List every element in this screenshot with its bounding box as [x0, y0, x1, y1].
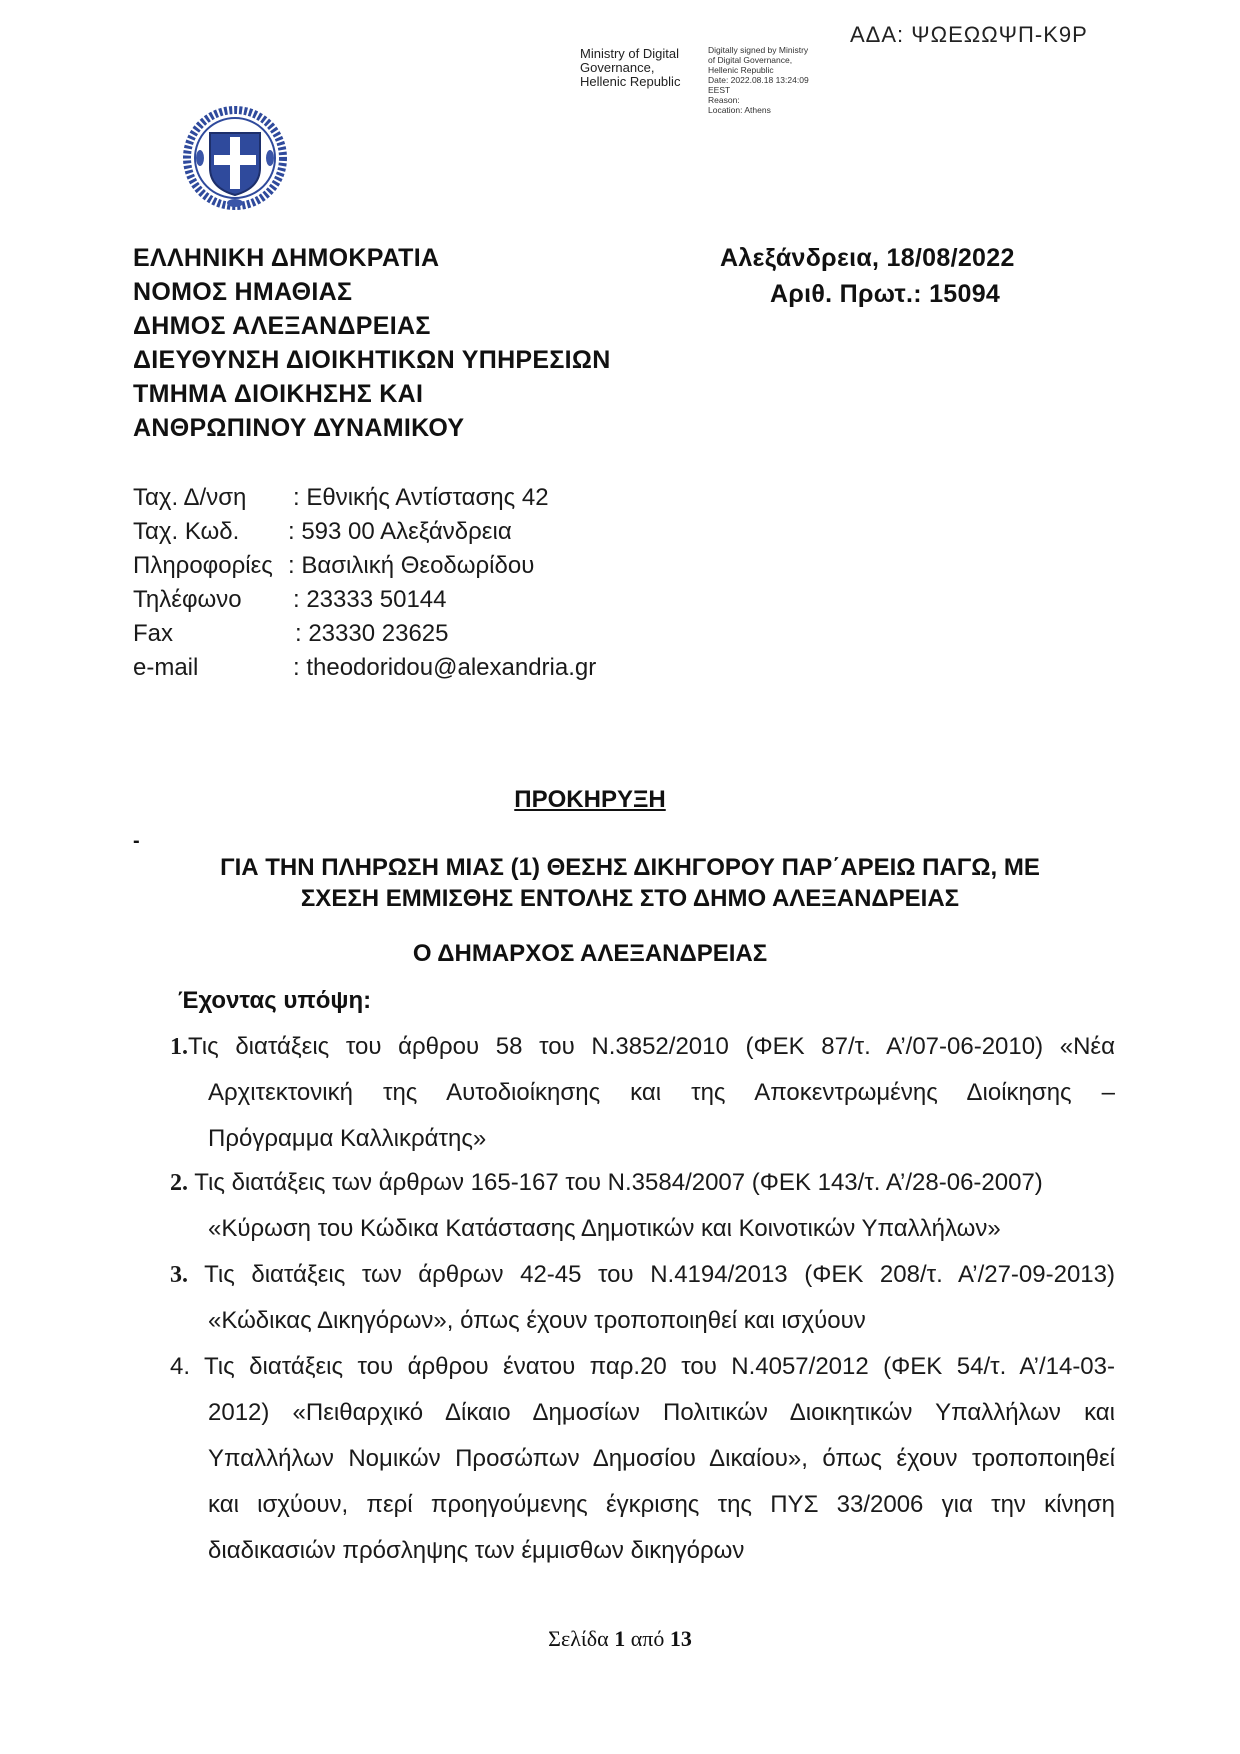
- item-number: 3.: [170, 1262, 188, 1288]
- proclamation-title-text: ΠΡΟΚΗΡΥΞΗ: [514, 786, 666, 813]
- signature-detail-line: Location: Athens: [708, 105, 771, 115]
- item-line: Αρχιτεκτονική της Αυτοδιοίκησης και της Αποκεντρωμένης Διοίκησης –: [208, 1079, 1115, 1106]
- list-item: [170, 1024, 1115, 1162]
- contact-label: Ταχ. Δ/νση: [133, 484, 247, 511]
- item-line: Τις διατάξεις του άρθρου ένατου παρ.20 του Ν.4057/2012 (ΦΕΚ 54/τ. Α’/14-03-: [204, 1353, 1115, 1380]
- item-line: «Κώδικας Δικηγόρων», όπως έχουν τροποποιηθεί και ισχύουν: [208, 1307, 866, 1334]
- signature-detail-line: Date: 2022.08.18 13:24:09: [708, 75, 809, 85]
- signature-detail-line: Digitally signed by Ministry: [708, 45, 809, 55]
- footer-page-number: 1: [614, 1626, 626, 1651]
- signature-signer-line: Governance,: [580, 60, 655, 75]
- header-line-republic: ΕΛΛΗΝΙΚΗ ΔΗΜΟΚΡΑΤΙΑ: [133, 244, 440, 272]
- contact-label: Ταχ. Κωδ.: [133, 518, 240, 545]
- item-line: Τις διατάξεις του άρθρου 58 του Ν.3852/2010 (ΦΕΚ 87/τ. Α’/07-06-2010) «Νέα: [188, 1033, 1115, 1060]
- header-line-prefecture: ΝΟΜΟΣ ΗΜΑΘΙΑΣ: [133, 278, 353, 306]
- header-line-department: ΤΜΗΜΑ ΔΙΟΙΚΗΣΗΣ ΚΑΙ: [133, 380, 424, 408]
- item-line: «Κύρωση του Κώδικα Κατάστασης Δημοτικών και Κοινοτικών Υπαλλήλων»: [208, 1215, 1001, 1242]
- ada-code: ΑΔΑ: ΨΩΕΩΩΨΠ-Κ9Ρ: [850, 22, 1088, 47]
- footer-prefix: Σελίδα: [548, 1626, 615, 1651]
- item-line: Υπαλλήλων Νομικών Προσώπων Δημοσίου Δικαίου», όπως έχουν τροποποιηθεί: [208, 1445, 1115, 1472]
- footer-middle: από: [625, 1626, 670, 1651]
- item-line: Τις διατάξεις των άρθρων 165-167 του Ν.3584/2007 (ΦΕΚ 143/τ. Α’/28-06-2007): [194, 1169, 1043, 1196]
- subtitle-line: ΣΧΕΣΗ ΕΜΜΙΣΘΗΣ ΕΝΤΟΛΗΣ ΣΤΟ ΔΗΜΟ ΑΛΕΞΑΝΔΡΕΙΑΣ: [300, 885, 960, 912]
- protocol-number: Αριθ. Πρωτ.: 15094: [770, 280, 1001, 308]
- subtitle-line: ΓΙΑ ΤΗΝ ΠΛΗΡΩΣΗ ΜΙΑΣ (1) ΘΕΣΗΣ ΔΙΚΗΓΟΡΟΥ ΠΑΡ΄ΑΡΕΙΩ ΠΑΓΩ, ΜΕ: [220, 854, 1040, 881]
- item-line: Πρόγραμμα Καλλικράτης»: [208, 1125, 487, 1152]
- item-number: 2.: [170, 1170, 188, 1196]
- list-item: [170, 1160, 1115, 1252]
- contact-value: : 23330 23625: [295, 620, 449, 647]
- signature-signer: [580, 47, 680, 89]
- footer-total-pages: 13: [669, 1626, 692, 1651]
- item-line: Τις διατάξεις των άρθρων 42-45 του Ν.4194/2013 (ΦΕΚ 208/τ. Α’/27-09-2013): [204, 1261, 1115, 1288]
- contact-label: Πληροφορίες: [133, 552, 273, 579]
- signature-detail-line: Reason:: [708, 95, 740, 105]
- item-number: 1.: [170, 1034, 188, 1060]
- proclamation-title: [0, 786, 1180, 814]
- item-line: και ισχύουν, περί προηγούμενης έγκρισης της ΠΥΣ 33/2006 για την κίνηση: [208, 1491, 1115, 1518]
- page-footer: [0, 1626, 1240, 1652]
- contact-value: : Βασιλική Θεοδωρίδου: [288, 552, 535, 579]
- item-number: 4.: [170, 1353, 191, 1380]
- signature-signer-line: Hellenic Republic: [580, 74, 681, 89]
- header-line-directorate: ΔΙΕΥΘΥΝΣΗ ΔΙΟΙΚΗΤΙΚΩΝ ΥΠΗΡΕΣΙΩΝ: [133, 346, 611, 374]
- hellenic-republic-emblem-icon: [180, 103, 290, 213]
- list-item: [170, 1252, 1115, 1344]
- proclamation-subtitle: [160, 852, 1100, 914]
- signature-details: [708, 45, 809, 115]
- contact-value: : Εθνικής Αντίστασης 42: [293, 484, 549, 511]
- signature-detail-line: Hellenic Republic: [708, 65, 774, 75]
- header-line-municipality: ΔΗΜΟΣ ΑΛΕΞΑΝΔΡΕΙΑΣ: [133, 312, 431, 340]
- contact-label: Fax: [133, 620, 174, 647]
- contact-value: : 23333 50144: [293, 586, 447, 613]
- contact-value: : theodoridou@alexandria.gr: [293, 654, 597, 681]
- header-line-department-cont: ΑΝΘΡΩΠΙΝΟΥ ΔΥΝΑΜΙΚΟΥ: [133, 414, 465, 442]
- item-line: διαδικασιών πρόσληψης των έμμισθων δικηγόρων: [208, 1537, 745, 1564]
- mayor-heading: Ο ΔΗΜΑΡΧΟΣ ΑΛΕΞΑΝΔΡΕΙΑΣ: [412, 940, 768, 967]
- dash-mark: -: [133, 830, 140, 852]
- contact-value: : 593 00 Αλεξάνδρεια: [288, 518, 512, 545]
- contact-label: Τηλέφωνο: [133, 586, 242, 613]
- having-in-mind-heading: Έχοντας υπόψη:: [178, 987, 372, 1014]
- signature-detail-line: EEST: [708, 85, 731, 95]
- contact-label: e-mail: [133, 654, 199, 681]
- signature-signer-line: Ministry of Digital: [580, 46, 679, 61]
- document-date: Αλεξάνδρεια, 18/08/2022: [720, 244, 1015, 272]
- signature-detail-line: of Digital Governance,: [708, 55, 793, 65]
- item-line: 2012) «Πειθαρχικό Δίκαιο Δημοσίων Πολιτικών Διοικητικών Υπαλλήλων και: [208, 1399, 1115, 1426]
- list-item: [170, 1344, 1115, 1574]
